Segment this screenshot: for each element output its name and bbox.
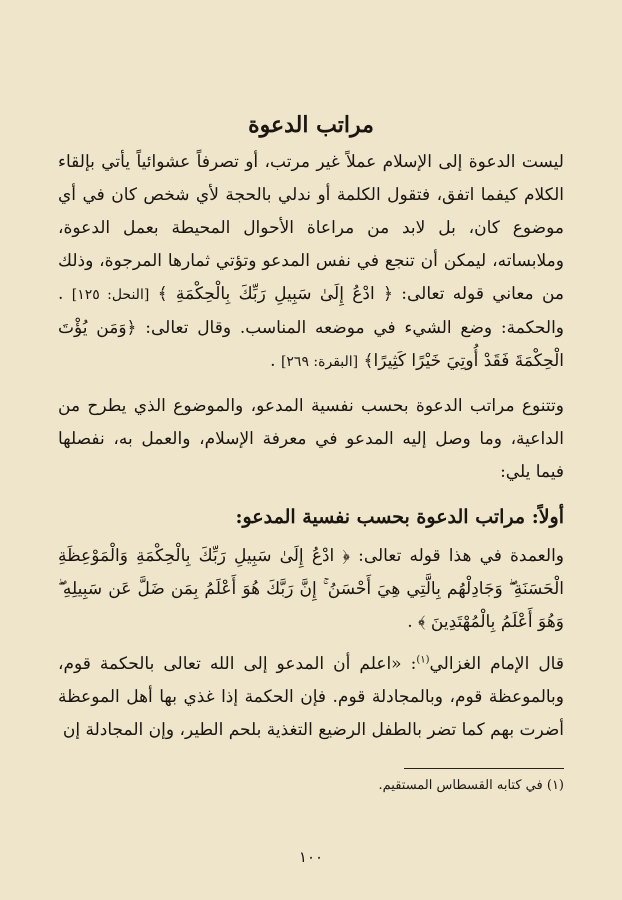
page-number: ١٠٠ (298, 848, 324, 866)
ghazali-paragraph (58, 648, 564, 747)
intro-text-3: . (270, 351, 276, 371)
footnote-marker[interactable]: (١) (416, 654, 430, 666)
quran-verse-nahl: ﴿ ادْعُ إِلَىٰ سَبِيلِ رَبِّكَ بِالْحِكْمَةِ ﴾ (157, 284, 393, 304)
intro-paragraph (58, 146, 564, 379)
intro-text-2: . والحكمة: وضع الشيء في موضعه المناسب. وقال تعالى: (58, 284, 565, 338)
basis-text: والعمدة في هذا قوله تعالى: (349, 546, 564, 566)
basis-end: . (407, 612, 413, 632)
section-heading: أولاً: مراتب الدعوة بحسب نفسية المدعو: (235, 506, 564, 528)
quran-verse-baqarah: ﴿وَمَن يُؤْتَ الْحِكْمَةَ فَقَدْ أُوتِيَ خَيْرًا كَثِيرًا﴾ (58, 318, 564, 371)
ghazali-text-1: قال الإمام الغزالي (429, 654, 564, 674)
ghazali-text-2: : «اعلم أن المدعو إلى الله تعالى بالحكمة قوم، وبالموعظة قوم، وبالمجادلة قوم. فإن الحكمة إذا غذي بها أهل الموعظة أضرت بهم كما تضر بالطفل الرضيع التغذية بلحم الطير، وإن المجادلة إن (58, 654, 564, 740)
footnote: (١) في كتابه القسطاس المستقيم. (378, 778, 564, 793)
types-paragraph: وتتنوع مراتب الدعوة بحسب نفسية المدعو، والموضوع الذي يطرح من الداعية، وما وصل إليه المدعو في معرفة الإسلام، والعمل به، نفصلها فيما يلي: (58, 396, 564, 482)
intro-text-1: ليست الدعوة إلى الإسلام عملاً غير مرتب، أو تصرفاً عشوائياً يأتي بإلقاء الكلام كيفما اتفق، فتقول الكلمة أو ندلي بالحجة لأي شخص كان في أي موضوع كان، بل لابد من مراعاة الأحوال المحيطة بعمل الدعوة، وملابساته، ليمكن أن تنجع في نفس المدعو وتؤتي ثمارها المرجوة، وذلك من معاني قوله تعالى: (58, 152, 564, 304)
basis-paragraph (58, 540, 564, 639)
footnote-divider (404, 768, 564, 769)
page-title: مراتب الدعوة (248, 112, 374, 138)
quran-verse-nahl-full: ﴿ ادْعُ إِلَىٰ سَبِيلِ رَبِّكَ بِالْحِكْمَةِ وَالْمَوْعِظَةِ الْحَسَنَةِ ۖ وَجَادِلْهُم بِالَّتِي هِيَ أَحْسَنُ ۚ إِنَّ رَبَّكَ هُوَ أَعْلَمُ بِمَن ضَلَّ عَن سَبِيلِهِ ۖ وَهُوَ أَعْلَمُ بِالْمُهْتَدِينَ ﴾ (58, 546, 564, 632)
verse-reference-nahl: [النحل: ١٢٥] (71, 287, 150, 303)
verse-reference-baqarah: [البقرة: ٢٦٩] (280, 354, 359, 370)
